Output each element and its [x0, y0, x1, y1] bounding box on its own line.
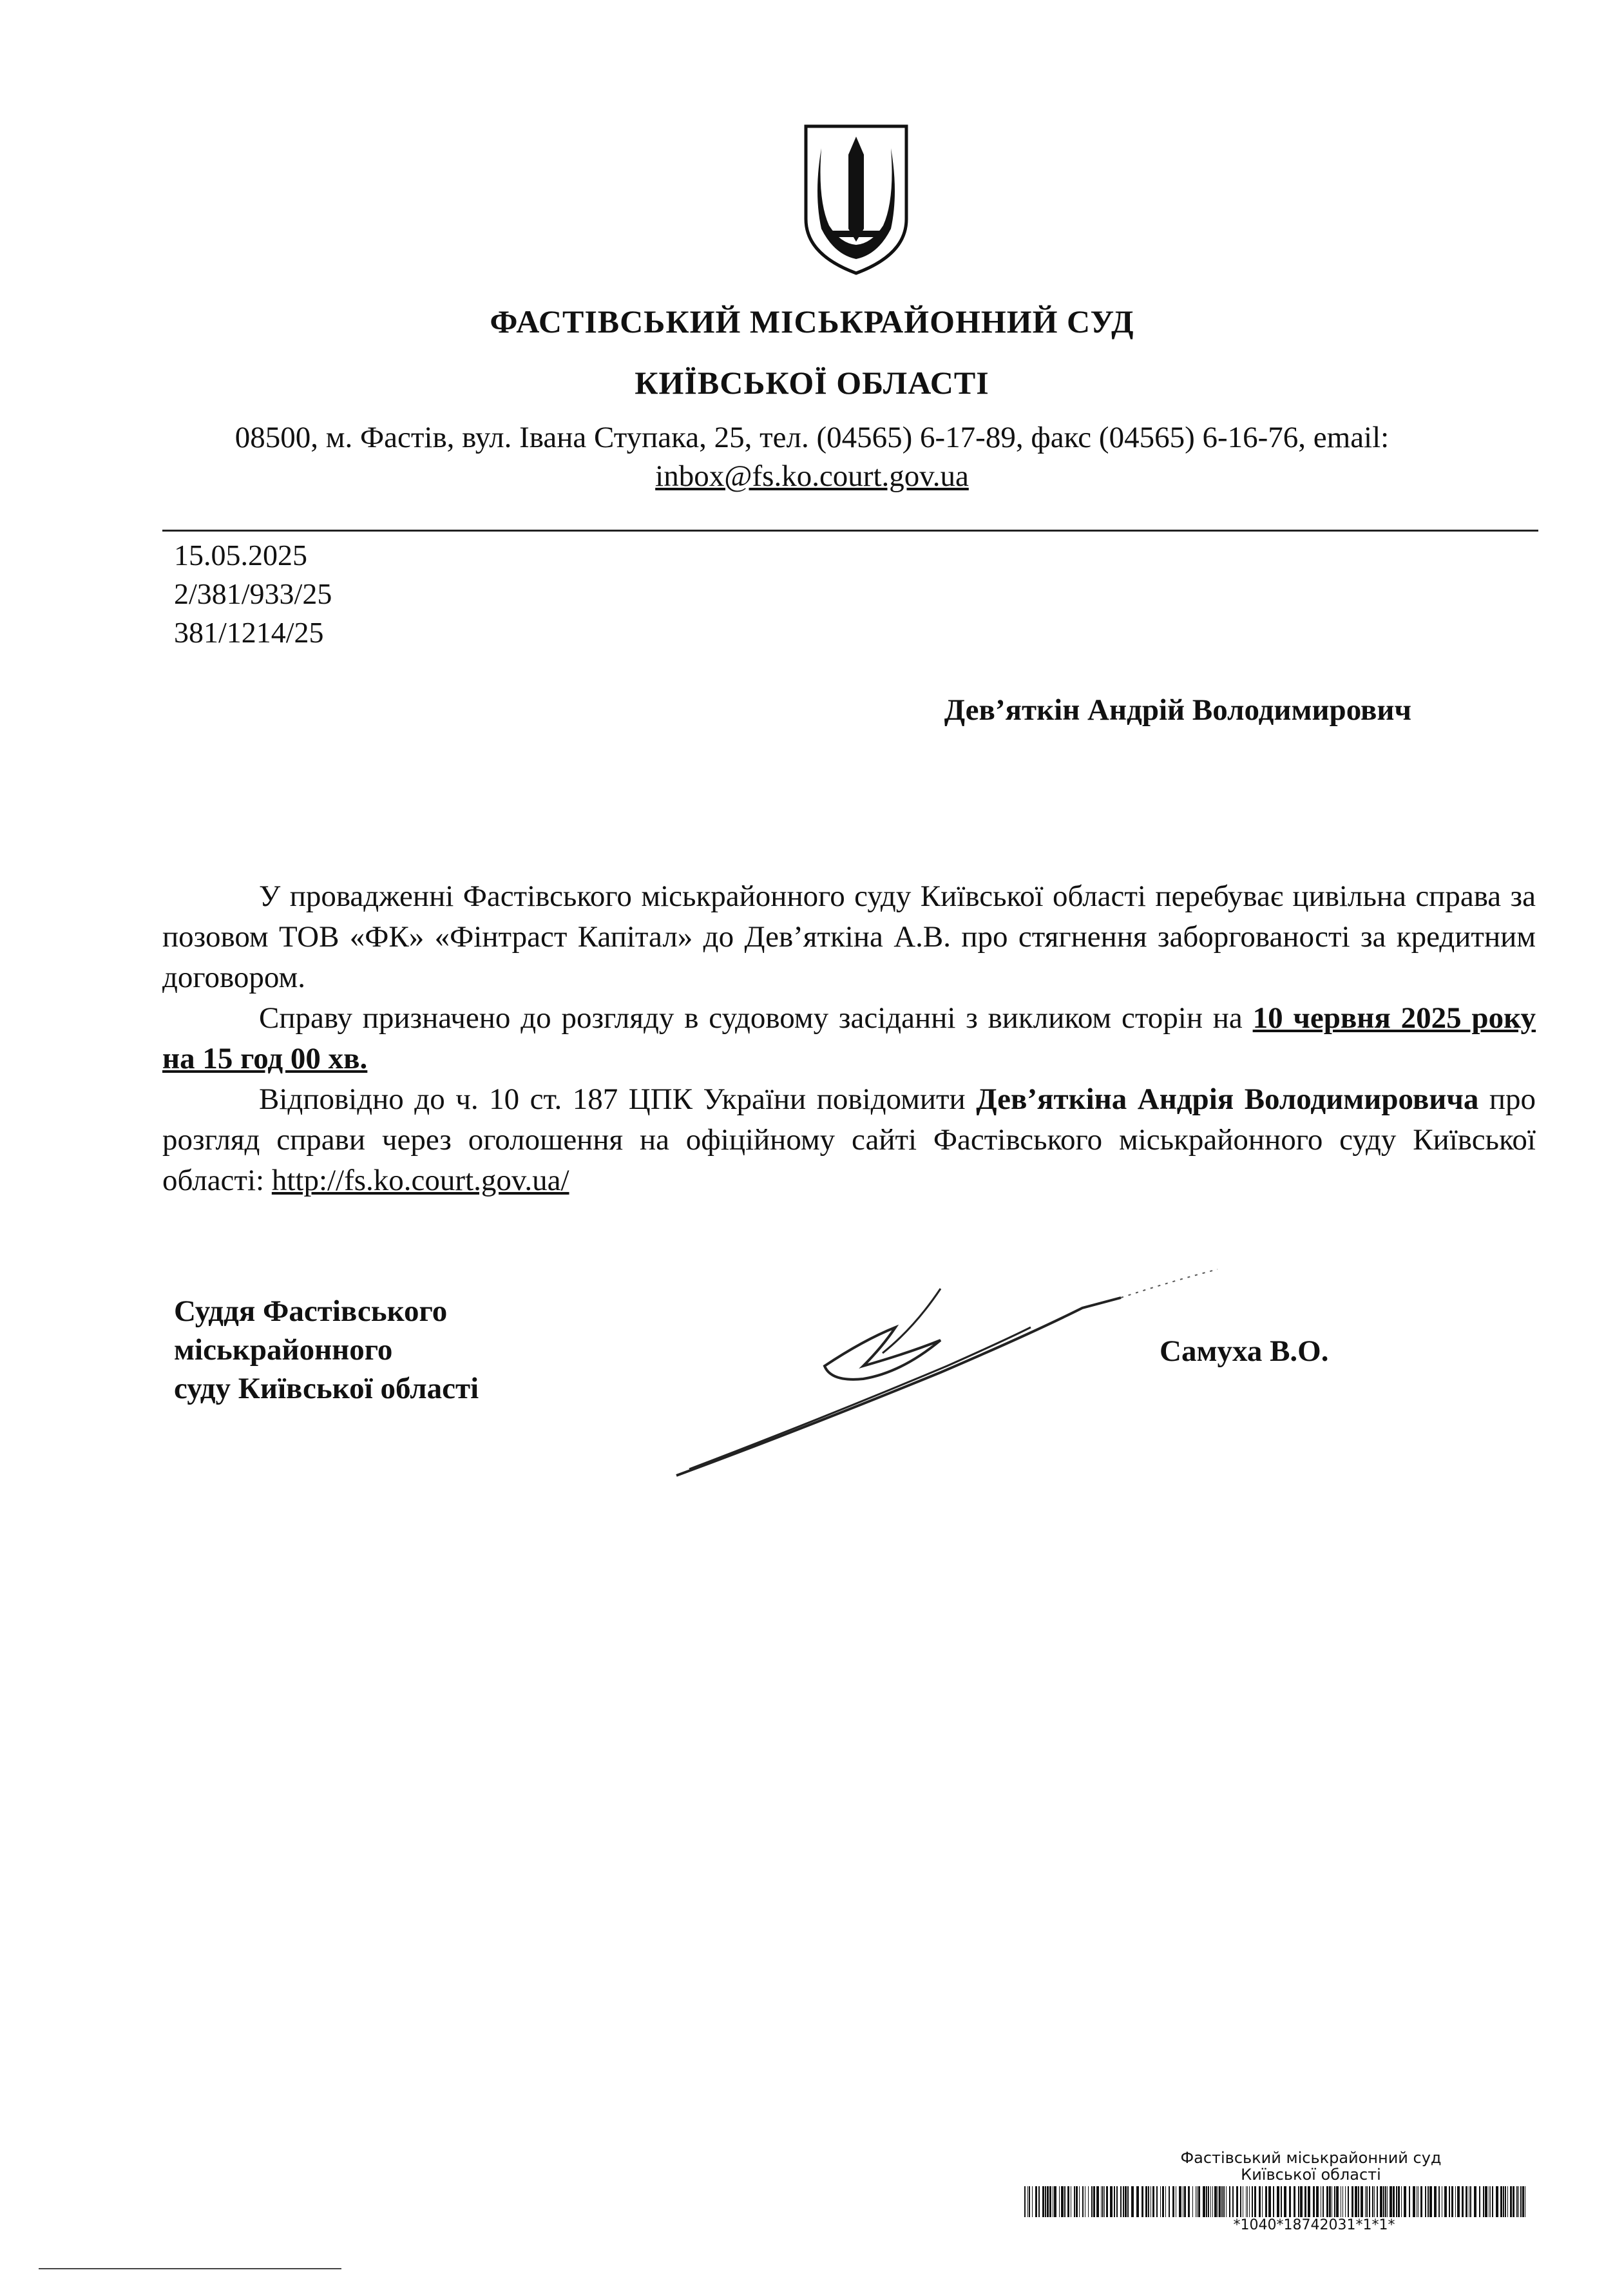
header-divider	[162, 530, 1538, 532]
judge-title-line1: Суддя Фастівського	[174, 1294, 448, 1328]
judge-title	[174, 1292, 479, 1408]
notice-text-start: Відповідно до ч. 10 ст. 187 ЦПК України повідомити	[259, 1082, 977, 1116]
paragraph-notice	[162, 1079, 1536, 1201]
judge-title-line2: міськрайонного	[174, 1333, 393, 1367]
barcode-number: *1040*18742031*1*1*	[1233, 2217, 1395, 2233]
addressee-name: Дев’яткін Андрій Володимирович	[944, 693, 1411, 727]
trident-emblem-icon	[802, 122, 910, 277]
judge-name: Самуха В.О.	[1160, 1334, 1329, 1368]
court-email-link[interactable]: inbox@fs.ko.court.gov.ua	[655, 459, 969, 493]
handwritten-signature	[670, 1244, 1224, 1488]
barcode-icon	[1024, 2186, 1527, 2217]
defendant-name: Дев’яткіна Андрія Володимировича	[976, 1082, 1479, 1116]
court-website-link[interactable]: http://fs.ko.court.gov.ua/	[271, 1164, 569, 1197]
proceeding-number: 381/1214/25	[174, 616, 324, 649]
letter-body	[162, 876, 1536, 1201]
hearing-text: Справу призначено до розгляду в судовому засіданні з викликом сторін на	[259, 1001, 1253, 1035]
stamp-region: Київської області	[1241, 2166, 1381, 2184]
paragraph-hearing	[162, 998, 1536, 1079]
case-number: 2/381/933/25	[174, 577, 332, 610]
court-name-line2: КИЇВСЬКОЇ ОБЛАСТІ	[635, 365, 989, 401]
court-name-line1: ФАСТІВСЬКИЙ МІСЬКРАЙОННИЙ СУД	[490, 303, 1134, 340]
court-address: 08500, м. Фастів, вул. Івана Ступака, 25, тел. (04565) 6-17-89, факс (04565) 6-16-76, email:	[234, 421, 1390, 454]
stamp-court-name: Фастівський міськрайонний суд	[1180, 2149, 1442, 2167]
paragraph-case-info: У провадженні Фастівського міськрайонного суду Київської області перебуває цивільна справа за позовом ТОВ «ФК» «Фінтраст Капітал» до Дев’яткіна А.В. про стягнення заборгованості за кредитним договором.	[162, 880, 1536, 994]
hearing-datetime: 10 червня 2025 року на 15 год 00 хв.	[162, 1001, 1536, 1075]
document-date: 15.05.2025	[174, 539, 307, 572]
court-barcode-stamp	[1024, 2149, 1527, 2233]
judge-title-line3: суду Київської області	[174, 1372, 479, 1405]
notice-text-end: про розгляд справи через оголошення на офіційному сайті Фастівського міськрайонного суду Київської області:	[162, 1082, 1536, 1197]
footer-rule	[39, 2268, 341, 2269]
